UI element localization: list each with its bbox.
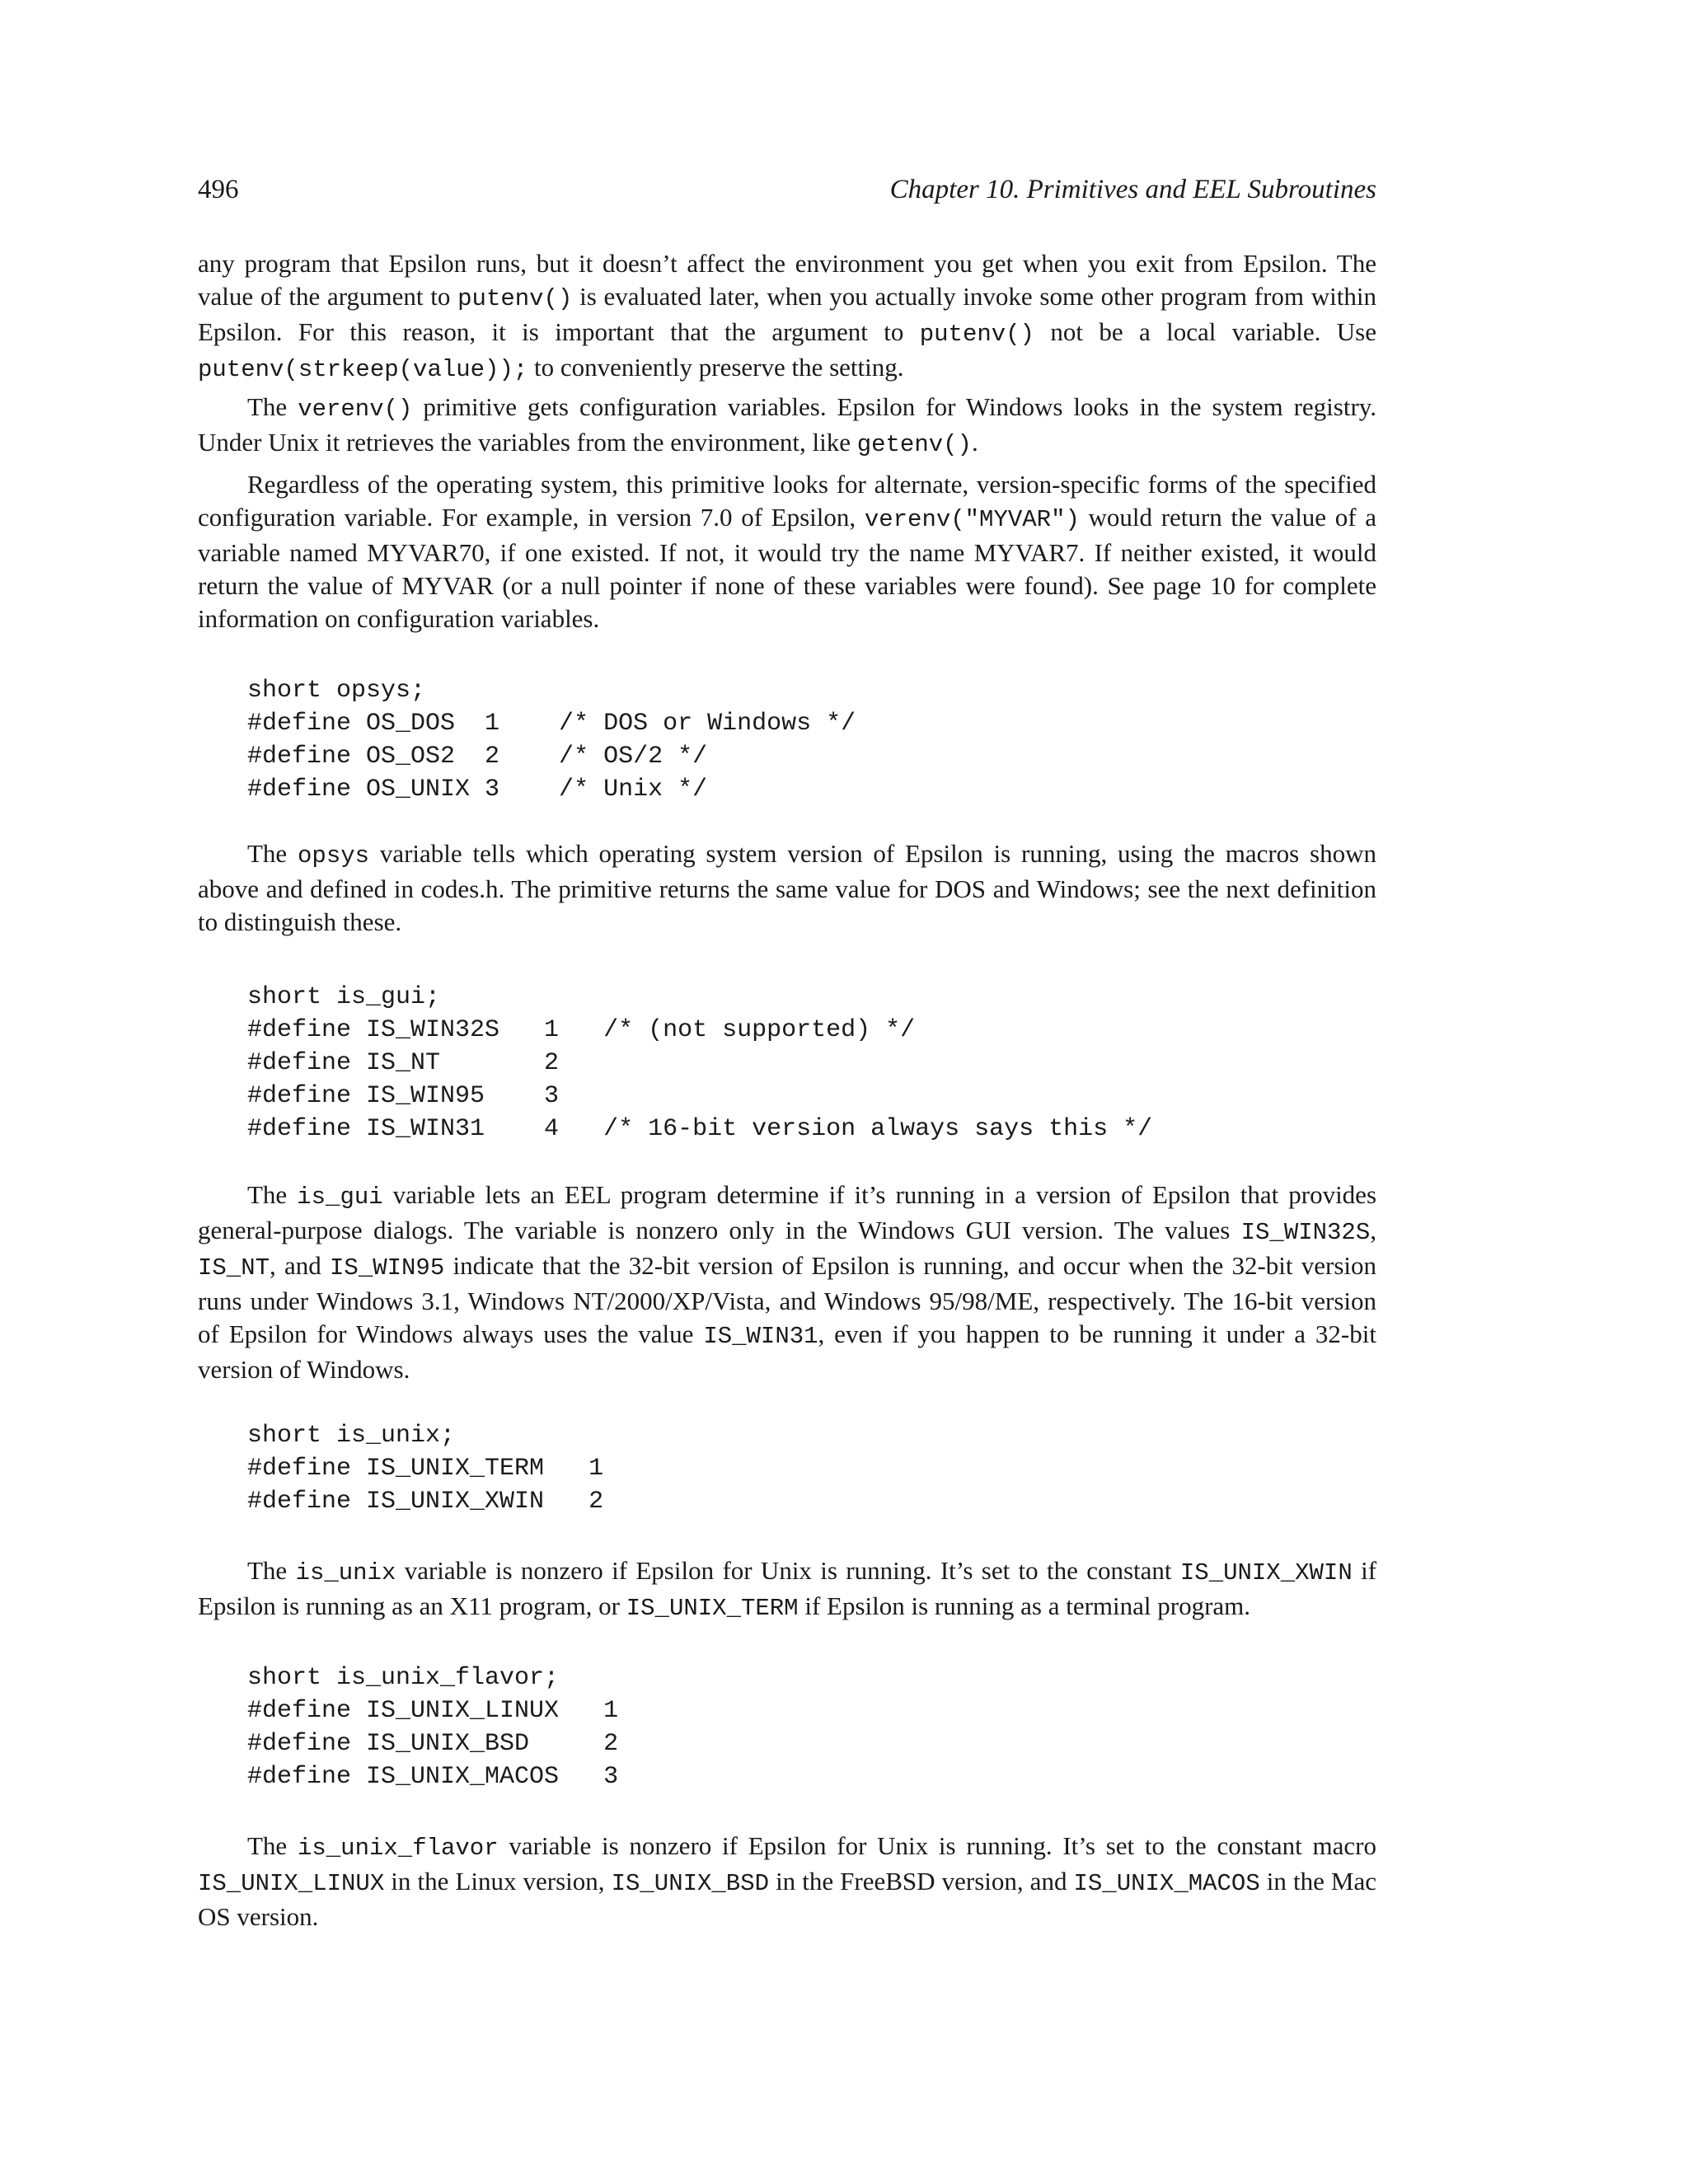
inline-code: putenv() — [457, 285, 573, 312]
code-block-is-unix-flavor: short is_unix_flavor; #define IS_UNIX_LINUX 1 #define IS_UNIX_BSD 2 #define IS_UNIX_MACOS 3 — [247, 1664, 619, 1791]
inline-code: IS_WIN31 — [703, 1323, 818, 1350]
paragraph-is-unix-flavor: The is_unix_flavor variable is nonzero if Epsilon for Unix is running. It’s set to the constant macro IS_UNIX_LINUX in the Linux version, IS_UNIX_BSD in the FreeBSD version, and IS_UNIX_MACOS in the Mac OS version. — [198, 1831, 1376, 1931]
inline-code: IS_UNIX_XWIN — [1179, 1559, 1353, 1586]
inline-code: putenv(strkeep(value)); — [198, 356, 528, 383]
inline-code: IS_WIN32S — [1240, 1219, 1371, 1246]
inline-code: verenv() — [298, 396, 413, 423]
paragraph-putenv: any program that Epsilon runs, but it doesn’t affect the environment you get when you exit from Epsilon. The value of the argument to putenv() is evaluated later, when you actually invoke some other program from within Epsilon. For this reason, it is important that the argument to putenv() not be a local variable. Use putenv(strkeep(value)); to conveniently preserve the setting. — [198, 249, 1376, 383]
paragraph-opsys: The opsys variable tells which operating system version of Epsilon is running, using the macros shown above and defined in codes.h. The primitive returns the same value for DOS and Windows; see the next definition to distinguish these. — [198, 839, 1376, 936]
paragraph-version-specific: Regardless of the operating system, this primitive looks for alternate, version-specific forms of the specified configuration variable. For example, in version 7.0 of Epsilon, verenv("MYVAR") would return the value of a variable named MYVAR70, if one existed. If not, it would try the name MYVAR7. If neither existed, it would return the value of MYVAR (or a null pointer if none of these variables were found). See page 10 for complete information on configuration variables. — [198, 470, 1376, 633]
inline-code: is_unix — [295, 1559, 396, 1586]
inline-code: verenv("MYVAR") — [864, 506, 1080, 533]
code-block-is-gui: short is_gui; #define IS_WIN32S 1 /* (not supported) */ #define IS_NT 2 #define IS_WIN95 3 #define IS_WIN31 4 /* 16-bit version always says this */ — [247, 983, 1153, 1143]
inline-code: opsys — [298, 842, 370, 869]
paragraph-verenv: The verenv() primitive gets configuration variables. Epsilon for Windows looks in the system registry. Under Unix it retrieves the variables from the environment, like getenv(). — [198, 392, 1377, 458]
inline-code: IS_WIN95 — [330, 1254, 445, 1282]
inline-code: putenv() — [919, 321, 1034, 348]
inline-code: IS_UNIX_MACOS — [1073, 1870, 1260, 1897]
page-header — [198, 173, 1376, 206]
inline-code: is_unix_flavor — [297, 1835, 499, 1862]
inline-code: IS_UNIX_TERM — [626, 1595, 799, 1622]
paragraph-is-gui: The is_gui variable lets an EEL program determine if it’s running in a version of Epsilon that provides general-purpose dialogs. The variable is nonzero only in the Windows GUI version. The values IS_WIN32S, IS_NT, and IS_WIN95 indicate that the 32-bit version of Epsilon is running, and occur when the 32-bit version runs under Windows 3.1, Windows NT/2000/XP/Vista, and Windows 95/98/ME, respectively. The 16-bit version of Epsilon for Windows always uses the value IS_WIN31, even if you happen to be running it under a 32-bit version of Windows. — [198, 1180, 1377, 1384]
chapter-title: Chapter 10. Primitives and EEL Subroutines — [889, 175, 1376, 204]
page-number: 496 — [198, 175, 239, 204]
inline-code: IS_NT — [198, 1254, 270, 1282]
code-block-is-unix: short is_unix; #define IS_UNIX_TERM 1 #define IS_UNIX_XWIN 2 — [247, 1422, 604, 1516]
inline-code: IS_UNIX_BSD — [611, 1870, 770, 1897]
paragraph-is-unix: The is_unix variable is nonzero if Epsilon for Unix is running. It’s set to the constant IS_UNIX_XWIN if Epsilon is running as an X11 program, or IS_UNIX_TERM if Epsilon is running as a terminal program. — [198, 1556, 1377, 1622]
inline-code: is_gui — [297, 1183, 383, 1211]
inline-code: getenv() — [856, 431, 972, 458]
code-block-opsys: short opsys; #define OS_DOS 1 /* DOS or Windows */ #define OS_OS2 2 /* OS/2 */ #define OS_UNIX 3 /* Unix */ — [247, 677, 856, 804]
inline-code: IS_UNIX_LINUX — [198, 1870, 385, 1897]
